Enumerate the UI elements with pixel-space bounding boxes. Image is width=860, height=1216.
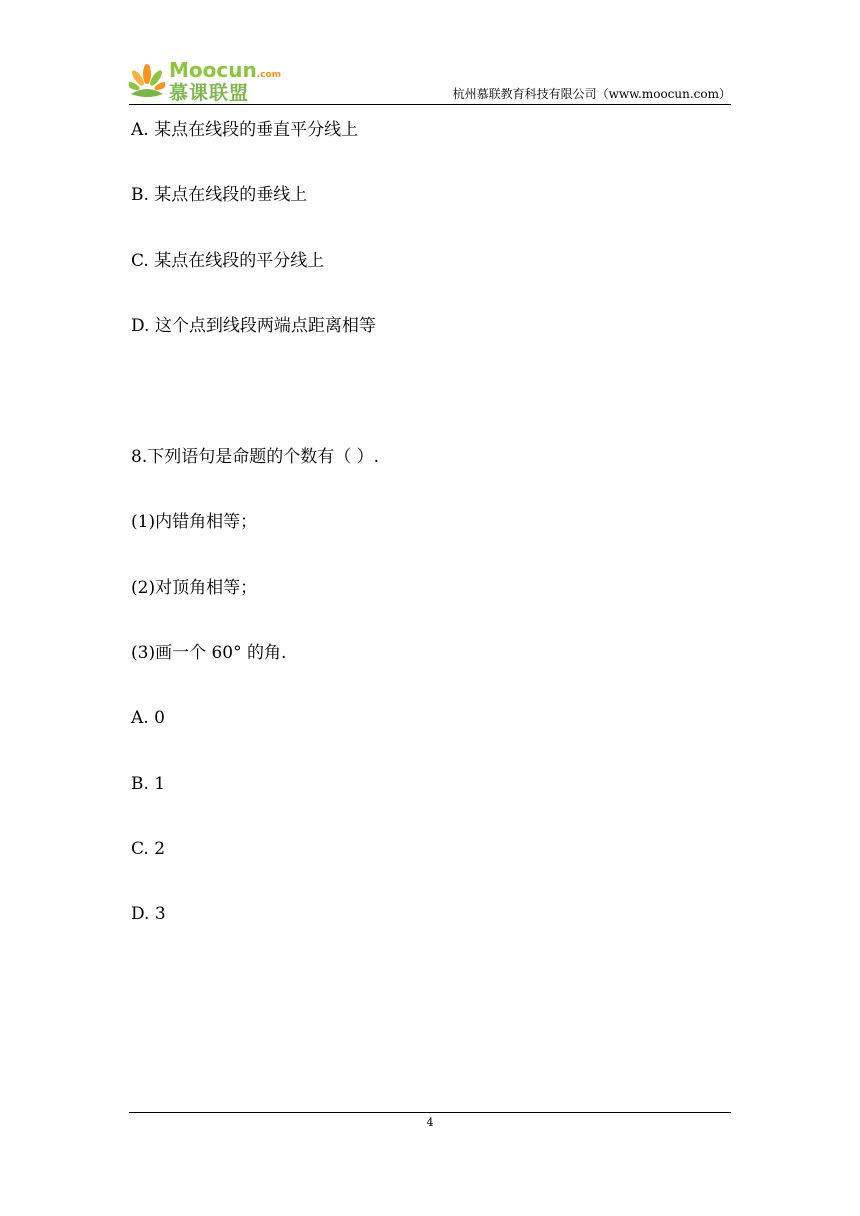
footer-divider (129, 1112, 731, 1113)
page-header (129, 56, 731, 105)
logo-wordmark: Moocun.com (169, 58, 282, 82)
page-number: 4 (426, 1116, 434, 1129)
logo-chinese-name: 慕课联盟 (169, 82, 250, 104)
company-name: 杭州慕联教育科技有限公司（www.moocun.com） (452, 87, 731, 101)
statement-1: (1)内错角相等； (131, 512, 258, 532)
option-a: A. 某点在线段的垂直平分线上 (131, 120, 359, 140)
question-8: 8.下列语句是命题的个数有（ ）. (131, 447, 380, 467)
option-c: C. 某点在线段的平分线上 (131, 251, 325, 271)
q8-option-a: A. 0 (131, 708, 165, 728)
statement-2: (2)对顶角相等； (131, 578, 258, 598)
option-d: D. 这个点到线段两端点距离相等 (131, 316, 376, 336)
statement-3: (3)画一个 60° 的角. (131, 643, 287, 663)
moocun-logo (129, 60, 289, 102)
flower-logo-icon (129, 62, 165, 100)
q8-option-c: C. 2 (131, 839, 166, 859)
option-b: B. 某点在线段的垂线上 (131, 185, 308, 205)
q8-option-b: B. 1 (131, 774, 166, 794)
q8-option-d: D. 3 (131, 904, 166, 924)
